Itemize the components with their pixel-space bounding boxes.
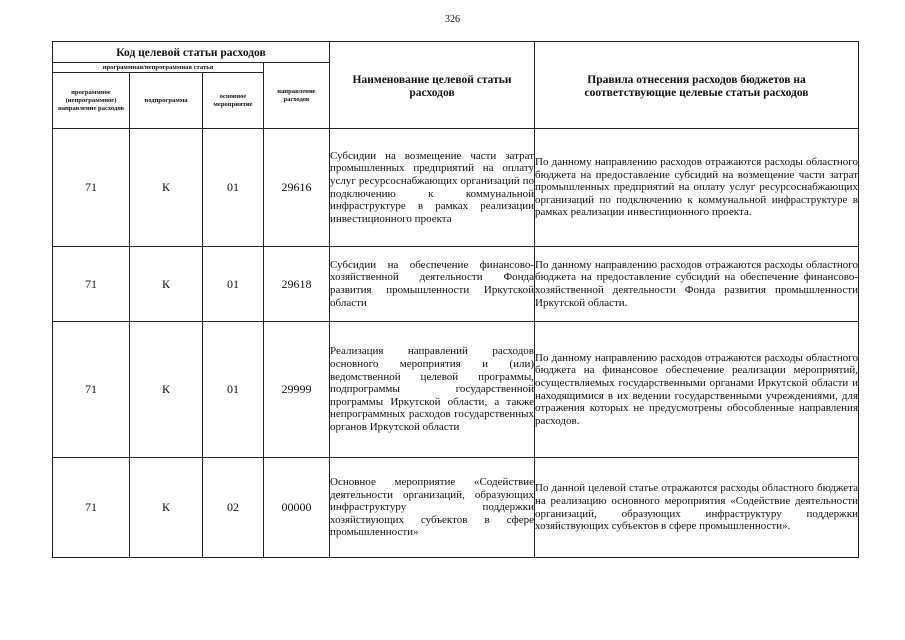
direction-code-cell: 29999 (264, 322, 330, 458)
subprogram-code-cell: К (130, 129, 203, 247)
article-name-cell: Основное мероприятие «Содействие деятельности организаций, образующих инфраструктуру поддержки хозяйствующих субъектов в сфере промышленности» (330, 458, 535, 558)
activity-code-cell: 01 (203, 129, 264, 247)
program-article-header: программная/непрограммная статья (53, 63, 264, 73)
program-direction-header: программное (непрограммное) направление расходов (53, 73, 130, 129)
direction-code-cell: 29616 (264, 129, 330, 247)
code-title-header: Код целевой статьи расходов (53, 42, 330, 63)
target-articles-table (52, 41, 859, 558)
table-row (53, 247, 859, 322)
name-title-header: Наименование целевой статьи расходов (330, 42, 535, 129)
direction-code-cell: 29618 (264, 247, 330, 322)
program-code-cell: 71 (53, 247, 130, 322)
table-row (53, 129, 859, 247)
main-activity-header: основное мероприятие (203, 73, 264, 129)
article-rule-cell: По данному направлению расходов отражаются расходы областного бюджета на финансовое обеспечение реализации мероприятий, осуществляемых государственными органами Иркутской области и находящимися в их ведении государственными учреждениями, для отражения которых не предусмотрены обособленные направления расходов. (535, 322, 859, 458)
activity-code-cell: 01 (203, 247, 264, 322)
table-row (53, 322, 859, 458)
activity-code-cell: 01 (203, 322, 264, 458)
article-rule-cell: По данному направлению расходов отражаются расходы областного бюджета на предоставление субсидий на возмещение части затрат промышленных предприятий на оплату услуг ресурсоснабжающих организаций по подключению к коммунальной инфраструктуре в рамках реализации инвестиционного проекта. (535, 129, 859, 247)
program-code-cell: 71 (53, 458, 130, 558)
subprogram-header: подпрограмма (130, 73, 203, 129)
program-code-cell: 71 (53, 129, 130, 247)
article-name-cell: Субсидии на обеспечение финансово-хозяйственной деятельности Фонда развития промышленности Иркутской области (330, 247, 535, 322)
page-number: 326 (445, 14, 460, 25)
article-name-cell: Реализация направлений расходов основного мероприятия и (или) ведомственной целевой программы, подпрограммы государственной программы Иркутской области, а также непрограммных расходов государственных органов Иркутской области (330, 322, 535, 458)
subprogram-code-cell: К (130, 322, 203, 458)
table-row (53, 458, 859, 558)
direction-header: направление расходов (264, 63, 330, 129)
direction-code-cell: 00000 (264, 458, 330, 558)
rules-title-header: Правила отнесения расходов бюджетов на соответствующие целевые статьи расходов (535, 42, 859, 129)
activity-code-cell: 02 (203, 458, 264, 558)
subprogram-code-cell: К (130, 458, 203, 558)
article-name-cell: Субсидии на возмещение части затрат промышленных предприятий на оплату услуг ресурсоснабжающих организаций по подключению к коммунальной инфраструктуре в рамках реализации инвестиционного проекта (330, 129, 535, 247)
article-rule-cell: По данному направлению расходов отражаются расходы областного бюджета на предоставление субсидий на обеспечение финансово-хозяйственной деятельности Фонда развития промышленности Иркутской области. (535, 247, 859, 322)
program-code-cell: 71 (53, 322, 130, 458)
article-rule-cell: По данной целевой статье отражаются расходы областного бюджета на реализацию основного мероприятия «Содействие деятельности организаций, образующих инфраструктуру поддержки хозяйствующих субъектов в сфере промышленности». (535, 458, 859, 558)
subprogram-code-cell: К (130, 247, 203, 322)
